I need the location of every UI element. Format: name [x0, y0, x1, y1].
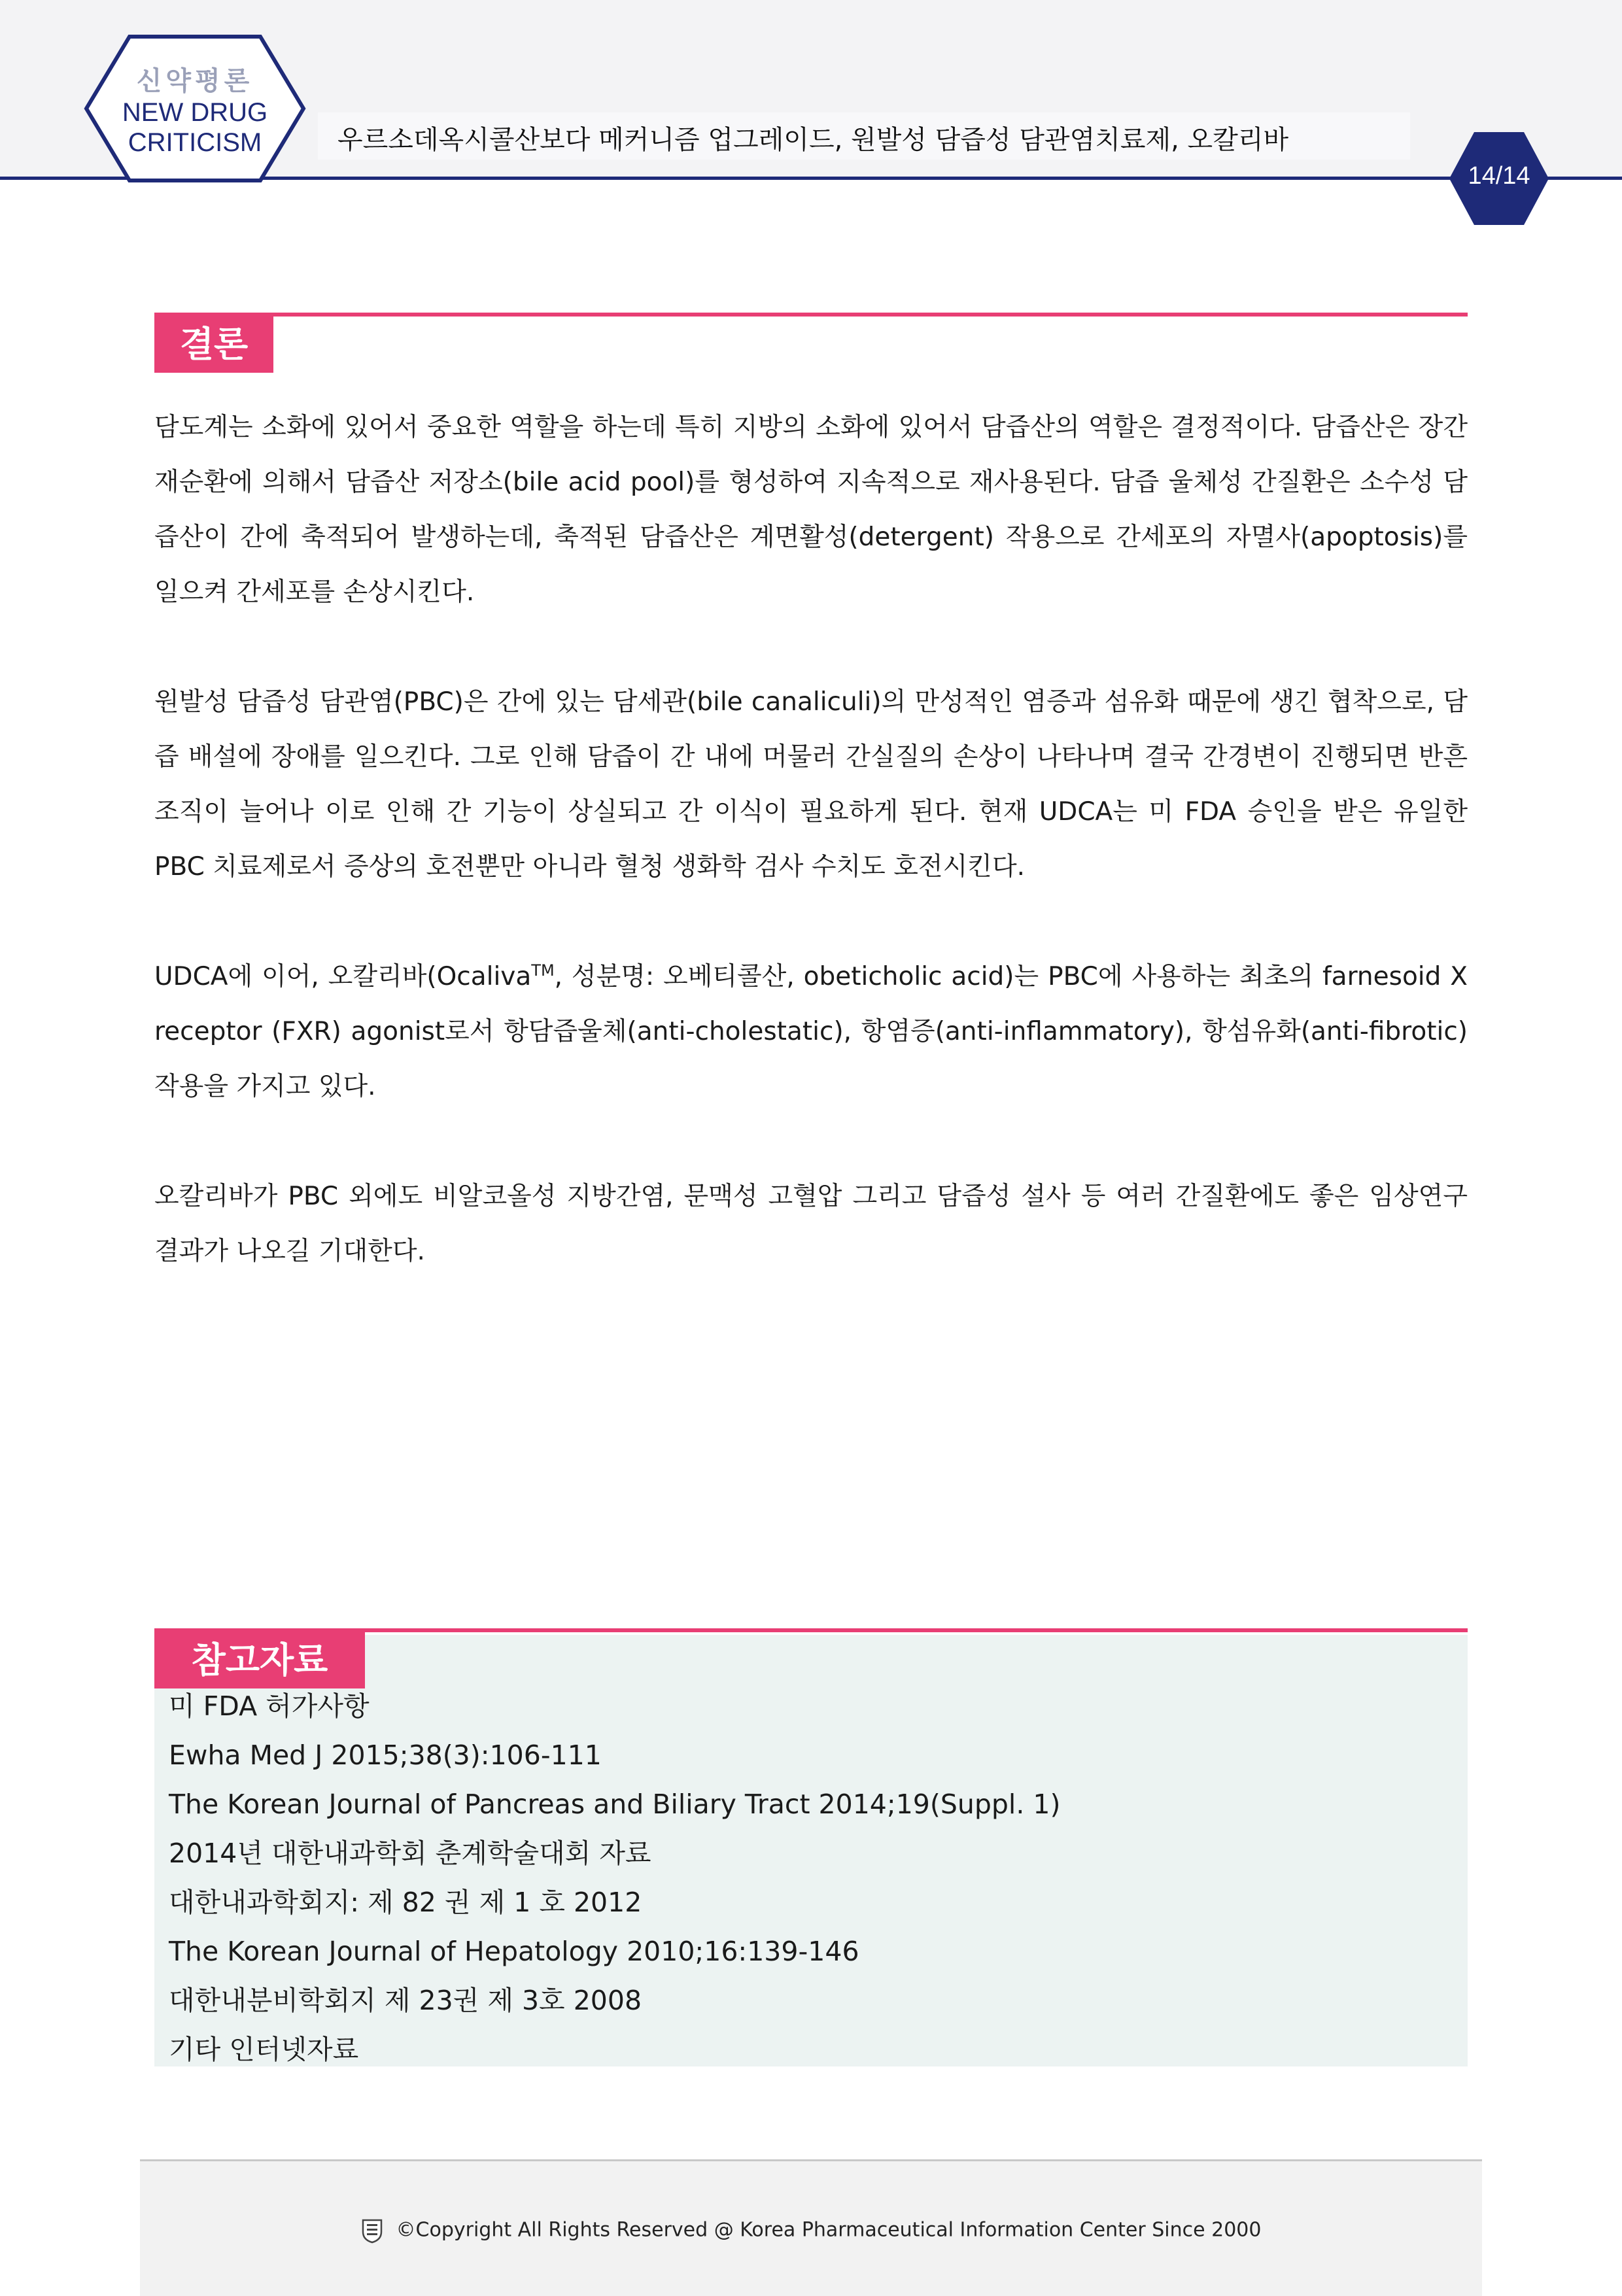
conclusion-paragraph-3 [154, 950, 1468, 1114]
page-number: 14/14 [1468, 162, 1530, 190]
conclusion-paragraph-1: 담도계는 소화에 있어서 중요한 역할을 하는데 특히 지방의 소화에 있어서 담즙산의 역할은 결정적이다. 담즙산은 장간 재순환에 의해서 담즙산 저장소(bile acid pool)를 형성하여 지속적으로 재사용된다. 담즙 울체성 간질환은 소수성 담즙산이 간에 축적되어 발생하는데, 축적된 담즙산은 계면활성(detergent) 작용으로 간세포의 자멸사(apoptosis)를 일으켜 간세포를 손상시킨다. [154, 413, 1468, 607]
conclusion-paragraph-4: 오칼리바가 PBC 외에도 비알코올성 지방간염, 문맥성 고혈압 그리고 담즙성 설사 등 여러 간질환에도 좋은 임상연구 결과가 나오길 기대한다. [154, 1182, 1468, 1266]
reference-item: 대한내분비학회지 제 23권 제 3호 2008 [169, 1985, 642, 2016]
reference-item: 기타 인터넷자료 [169, 2034, 359, 2065]
reference-item: The Korean Journal of Pancreas and Biliary Tract 2014;19(Suppl. 1) [169, 1789, 1061, 1820]
reference-item: Ewha Med J 2015;38(3):106-111 [169, 1739, 602, 1771]
trademark-mark: TM [531, 961, 555, 980]
reference-item: 대한내과학회지: 제 82 권 제 1 호 2012 [169, 1887, 642, 1918]
logo [110, 60, 280, 158]
references-list [169, 1682, 1060, 2074]
emblem-icon [361, 2218, 383, 2244]
reference-item: 2014년 대한내과학회 춘계학술대회 자료 [169, 1838, 651, 1869]
logo-english-line2: CRITICISM [128, 128, 262, 157]
footer-copyright: ©Copyright All Rights Reserved @ Korea Pharmaceutical Information Center Since 2000 [396, 2218, 1262, 2242]
header-title: 우르소데옥시콜산보다 메커니즘 업그레이드, 원발성 담즙성 담관염치료제, 오칼리바 [337, 125, 1289, 155]
reference-item: 미 FDA 허가사항 [169, 1690, 370, 1722]
conclusion-heading: 결론 [154, 317, 273, 373]
paragraph-3-rest: , 성분명: 오베티콜산, obeticholic acid)는 PBC에 사용하는 최초의 farnesoid X receptor (FXR) agonist로서 항담즙울체(anti-cholestatic), 항염증(anti-inflammatory), 항섬유화(anti-fibrotic) 작용을 가지고 있다. [154, 962, 1468, 1101]
conclusion-rule [154, 313, 1468, 317]
reference-item: The Korean Journal of Hepatology 2010;16:139-146 [169, 1936, 859, 1967]
footer [140, 2159, 1482, 2296]
conclusion-body [154, 400, 1468, 1279]
logo-english-line1: NEW DRUG [122, 98, 268, 127]
paragraph-3-start: UDCA에 이어, 오칼리바(Ocaliva [154, 962, 532, 991]
conclusion-paragraph-2: 원발성 담즙성 담관염(PBC)은 간에 있는 담세관(bile canaliculi)의 만성적인 염증과 섬유화 때문에 생긴 협착으로, 담즙 배설에 장애를 일으킨다. 그로 인해 담즙이 간 내에 머물러 간실질의 손상이 나타나며 결국 간경변이 진행되면 반흔조직이 늘어나 이로 인해 간 기능이 상실되고 간 이식이 필요하게 된다. 현재 UDCA는 미 FDA 승인을 받은 유일한 PBC 치료제로서 증상의 호전뿐만 아니라 혈청 생화학 검사 수치도 호전시킨다. [154, 687, 1468, 882]
references-heading: 참고자료 [154, 1632, 365, 1688]
logo-korean: 신약평론 [136, 67, 254, 95]
footer-copyright-line [140, 2218, 1482, 2244]
